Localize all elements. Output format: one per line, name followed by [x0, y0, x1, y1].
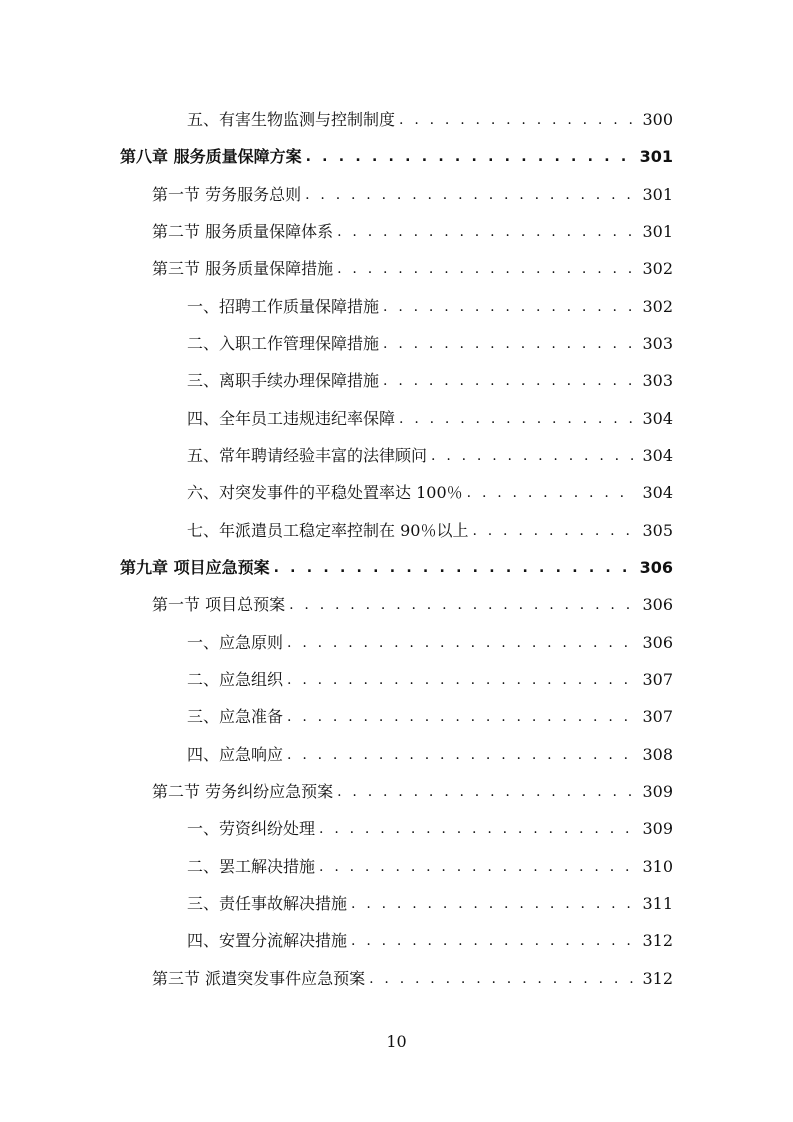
toc-entry-title: 一、应急原则 [187, 633, 284, 652]
toc-entry-title: 四、应急响应 [187, 745, 284, 764]
toc-entry-page: 303 [642, 371, 673, 390]
toc-leader-dots [399, 110, 636, 130]
toc-entry[interactable] [187, 703, 673, 727]
toc-leader-dots [319, 819, 636, 839]
toc-entry[interactable] [187, 330, 673, 354]
toc-section-entry[interactable] [152, 778, 673, 802]
toc-entry-title: 七、年派遣员工稳定率控制在 90％以上 [187, 521, 469, 540]
toc-entry-title: 五、常年聘请经验丰富的法律顾问 [187, 446, 428, 465]
toc-entry-title: 第一节 项目总预案 [152, 595, 286, 614]
toc-entry[interactable] [187, 106, 673, 130]
toc-entry-page: 312 [642, 969, 673, 988]
toc-entry[interactable] [187, 405, 673, 429]
toc-entry[interactable] [187, 890, 673, 914]
toc-entry-page: 306 [642, 633, 673, 652]
toc-entry[interactable] [187, 367, 673, 391]
toc-entry-title: 第三节 服务质量保障措施 [152, 259, 334, 278]
toc-entry[interactable] [187, 479, 673, 503]
toc-leader-dots [319, 857, 636, 877]
toc-entry-page: 301 [642, 222, 673, 241]
toc-chapter-entry[interactable] [120, 554, 673, 578]
toc-leader-dots [467, 483, 637, 503]
toc-entry-page: 309 [642, 819, 673, 838]
toc-entry-page: 305 [642, 521, 673, 540]
toc-entry-page: 301 [642, 185, 673, 204]
toc-entry-title: 二、入职工作管理保障措施 [187, 334, 380, 353]
toc-entry-page: 303 [642, 334, 673, 353]
toc-entry-title: 三、离职手续办理保障措施 [187, 371, 380, 390]
page-number: 10 [386, 1032, 407, 1051]
toc-leader-dots [305, 185, 636, 205]
toc-entry-title: 第九章 项目应急预案 [120, 558, 270, 577]
toc-leader-dots [289, 595, 636, 615]
toc-leader-dots [383, 371, 636, 391]
toc-entry-page: 312 [642, 931, 673, 950]
toc-entry[interactable] [187, 927, 673, 951]
toc-leader-dots [431, 446, 636, 466]
toc-entry[interactable] [187, 741, 673, 765]
toc-entry-page: 311 [642, 894, 673, 913]
toc-leader-dots [337, 259, 636, 279]
toc-section-entry[interactable] [152, 218, 673, 242]
toc-entry-page: 301 [639, 147, 673, 166]
toc-chapter-entry[interactable] [120, 143, 673, 167]
toc-entry-page: 300 [642, 110, 673, 129]
toc-leader-dots [369, 969, 636, 989]
toc-entry-title: 四、全年员工违规违纪率保障 [187, 409, 396, 428]
toc-leader-dots [351, 894, 636, 914]
toc-entry[interactable] [187, 442, 673, 466]
toc-section-entry[interactable] [152, 255, 673, 279]
toc-leader-dots [337, 222, 636, 242]
toc-leader-dots [383, 334, 636, 354]
toc-entry-page: 309 [642, 782, 673, 801]
toc-entry-title: 一、劳资纠纷处理 [187, 819, 316, 838]
toc-leader-dots [337, 782, 636, 802]
toc-entry[interactable] [187, 517, 673, 541]
toc-entry-title: 四、安置分流解决措施 [187, 931, 348, 950]
toc-leader-dots [287, 745, 636, 765]
toc-leader-dots [472, 521, 636, 541]
toc-leader-dots [351, 931, 636, 951]
toc-entry-title: 第一节 劳务服务总则 [152, 185, 302, 204]
toc-entry-title: 三、应急准备 [187, 707, 284, 726]
toc-section-entry[interactable] [152, 181, 673, 205]
toc-entry[interactable] [187, 853, 673, 877]
toc-entry-page: 304 [642, 483, 673, 502]
toc-entry-title: 二、罢工解决措施 [187, 857, 316, 876]
toc-entry-title: 第八章 服务质量保障方案 [120, 147, 302, 166]
toc-entry-page: 302 [642, 259, 673, 278]
toc-entry[interactable] [187, 666, 673, 690]
toc-entry[interactable] [187, 815, 673, 839]
toc-leader-dots [287, 707, 636, 727]
toc-leader-dots [287, 670, 636, 690]
toc-entry-page: 306 [639, 558, 673, 577]
toc-entry-title: 第二节 服务质量保障体系 [152, 222, 334, 241]
toc-leader-dots [383, 297, 636, 317]
toc-entry-title: 第三节 派遣突发事件应急预案 [152, 969, 366, 988]
toc-section-entry[interactable] [152, 591, 673, 615]
toc-entry[interactable] [187, 629, 673, 653]
toc-entry-page: 307 [642, 707, 673, 726]
toc-entry-title: 五、有害生物监测与控制制度 [187, 110, 396, 129]
toc-entry-page: 304 [642, 409, 673, 428]
toc-leader-dots [287, 633, 636, 653]
toc-entry-page: 306 [642, 595, 673, 614]
toc-leader-dots [274, 558, 634, 578]
toc-entry-page: 307 [642, 670, 673, 689]
toc-leader-dots [399, 409, 636, 429]
toc-entry-title: 一、招聘工作质量保障措施 [187, 297, 380, 316]
toc-entry-title: 第二节 劳务纠纷应急预案 [152, 782, 334, 801]
toc-section-entry[interactable] [152, 965, 673, 989]
toc-leader-dots [306, 147, 634, 167]
toc-entry-title: 二、应急组织 [187, 670, 284, 689]
toc-entry-page: 302 [642, 297, 673, 316]
toc-entry-page: 310 [642, 857, 673, 876]
toc-entry-title: 三、责任事故解决措施 [187, 894, 348, 913]
toc-entry-page: 304 [642, 446, 673, 465]
toc-entry[interactable] [187, 293, 673, 317]
toc-entry-page: 308 [642, 745, 673, 764]
toc-entry-title: 六、对突发事件的平稳处置率达 100％ [187, 483, 463, 502]
